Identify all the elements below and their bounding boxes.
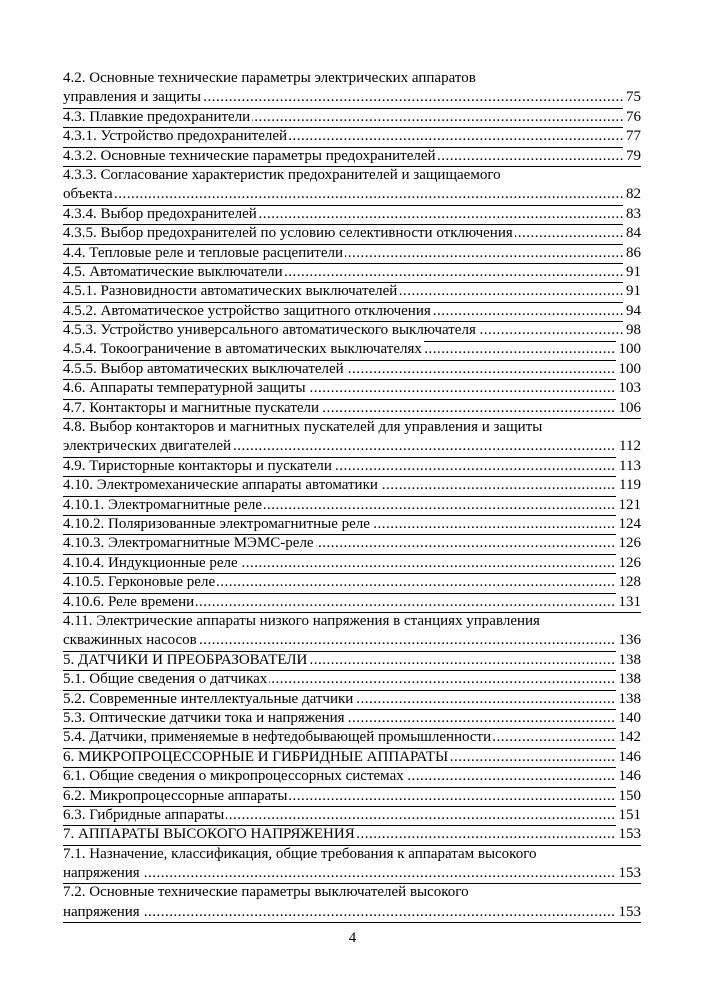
toc-entry[interactable] xyxy=(63,225,641,244)
toc-entry-label xyxy=(63,399,616,418)
toc-entry-title: 7. АППАРАТЫ ВЫСОКОГО НАПРЯЖЕНИЯ xyxy=(63,826,355,843)
toc-entry[interactable] xyxy=(63,749,641,768)
toc-entry-label xyxy=(63,418,616,457)
toc-entry-title: 5. ДАТЧИКИ И ПРЕОБРАЗОВАТЕЛИ xyxy=(63,651,308,668)
toc-entry-page: 153 xyxy=(616,903,642,922)
toc-entry-title: 5.1. Общие сведения о датчиках xyxy=(63,671,268,688)
toc-entry-label xyxy=(63,340,616,359)
toc-entry-title-line2: скважинных насосов xyxy=(63,632,197,649)
toc-entry-label xyxy=(63,709,616,728)
toc-entry-page: 84 xyxy=(623,224,641,243)
toc-entry-label xyxy=(63,476,616,495)
toc-entry-label xyxy=(63,690,616,709)
toc-entry-page: 113 xyxy=(616,457,641,476)
toc-entry-label xyxy=(63,612,616,651)
toc-entry-title-line2: управления и защиты xyxy=(63,89,201,106)
toc-entry-label xyxy=(63,69,623,108)
toc-entry[interactable] xyxy=(63,535,641,554)
toc-entry-title-line1: 7.2. Основные технические параметры выключателей высокого xyxy=(63,884,469,901)
toc-entry-page: 76 xyxy=(623,108,641,127)
toc-entry-page: 103 xyxy=(616,379,642,398)
toc-entry-title-line2: напряжения xyxy=(63,865,140,882)
toc-entry-title: 4.5.2. Автоматическое устройство защитного отключения xyxy=(63,302,431,319)
toc-entry-title: 5.3. Оптические датчики тока и напряжения xyxy=(63,709,345,726)
toc-entry-title: 4.5.5. Выбор автоматических выключателей xyxy=(63,360,344,377)
toc-entry-page: 91 xyxy=(623,282,641,301)
toc-entry[interactable] xyxy=(63,497,641,516)
toc-entry-title: 6.2. Микропроцессорные аппараты xyxy=(63,787,288,804)
toc-entry-page: 140 xyxy=(616,709,642,728)
toc-entry-page: 146 xyxy=(616,748,642,767)
toc-entry[interactable] xyxy=(63,516,641,535)
toc-entry-label xyxy=(63,554,616,573)
toc-entry-label xyxy=(63,728,616,747)
toc-entry-page: 119 xyxy=(616,476,641,495)
toc-entry-page: 150 xyxy=(616,787,642,806)
toc-entry-title: 5.2. Современные интеллектуальные датчики xyxy=(63,690,354,707)
toc-entry-title: 4.4. Тепловые реле и тепловые расцепители xyxy=(63,244,343,261)
toc-entry[interactable] xyxy=(63,322,641,341)
toc-entry-page: 121 xyxy=(616,496,642,515)
toc-entry-title: 4.10.3. Электромагнитные МЭМС-реле xyxy=(63,535,314,552)
toc-entry-page: 98 xyxy=(623,321,641,340)
toc-entry-page: 82 xyxy=(623,185,641,204)
toc-entry-label xyxy=(63,787,616,806)
toc-entry-title-line1: 4.8. Выбор контакторов и магнитных пускателей для управления и защиты xyxy=(63,419,543,436)
toc-entry-title: 4.5. Автоматические выключатели xyxy=(63,263,283,280)
toc-entry-page: 83 xyxy=(623,205,641,224)
toc-entry-title: 4.10.6. Реле времени xyxy=(63,593,195,610)
toc-entry[interactable] xyxy=(63,477,641,496)
toc-entry-label xyxy=(63,205,623,224)
toc-entry[interactable] xyxy=(63,594,641,613)
toc-entry-label xyxy=(63,670,616,689)
toc-entry[interactable] xyxy=(63,826,641,845)
toc-entry[interactable] xyxy=(63,807,641,826)
toc-entry-label xyxy=(63,457,616,476)
toc-entry-label xyxy=(63,767,616,786)
toc-entry-title: 4.7. Контакторы и магнитные пускатели xyxy=(63,399,320,416)
toc-entry-page: 94 xyxy=(623,302,641,321)
toc-entry[interactable] xyxy=(63,70,641,109)
toc-entry-page: 77 xyxy=(623,127,641,146)
toc-entry[interactable] xyxy=(63,652,641,671)
toc-entry-label xyxy=(63,593,616,612)
toc-entry-page: 91 xyxy=(623,263,641,282)
toc-entry[interactable] xyxy=(63,555,641,574)
toc-entry-label xyxy=(63,515,616,534)
toc-entry-label xyxy=(63,127,623,146)
toc-entry-title: 4.5.1. Разновидности автоматических выключателей xyxy=(63,283,398,300)
toc-entry-title: 4.10.2. Поляризованные электромагнитные реле xyxy=(63,516,370,533)
toc-entry[interactable] xyxy=(63,419,641,458)
toc-entry-title-line2: электрических двигателей xyxy=(63,438,232,455)
toc-entry-title-line1: 7.1. Назначение, классификация, общие требования к аппаратам высокого xyxy=(63,845,537,862)
toc-entry-page: 131 xyxy=(616,593,642,612)
toc-entry-title: 4.10.5. Герконовые реле xyxy=(63,574,216,591)
toc-entry-title: 4.6. Аппараты температурной защиты xyxy=(63,380,306,397)
toc-entry-label xyxy=(63,224,623,243)
toc-entry-title: 6. МИКРОПРОЦЕССОРНЫЕ И ГИБРИДНЫЕ АППАРАТЫ xyxy=(63,748,449,765)
toc-entry-page: 86 xyxy=(623,244,641,263)
toc-entry-label xyxy=(63,651,616,670)
toc-entry-label xyxy=(63,573,616,592)
toc-entry-label xyxy=(63,321,623,340)
toc-entry-title: 4.10.1. Электромагнитные реле xyxy=(63,496,263,513)
toc-entry-title: 4.10.4. Индукционные реле xyxy=(63,554,238,571)
toc-entry-label xyxy=(63,360,616,379)
toc-entry[interactable] xyxy=(63,128,641,147)
toc-entry-label xyxy=(63,825,616,844)
toc-entry-label xyxy=(63,379,616,398)
toc-entry-label xyxy=(63,108,623,127)
toc-entry-title: 4.3.1. Устройство предохранителей xyxy=(63,128,288,145)
toc-entry-page: 126 xyxy=(616,554,642,573)
toc-entry[interactable] xyxy=(63,109,641,128)
toc-entry[interactable] xyxy=(63,710,641,729)
toc-entry[interactable] xyxy=(63,768,641,787)
toc-entry-title-line2: объекта xyxy=(63,186,113,203)
toc-entry[interactable] xyxy=(63,458,641,477)
toc-entry-title: 4.3.5. Выбор предохранителей по условию селективности отключения xyxy=(63,225,513,242)
toc-entry[interactable] xyxy=(63,245,641,264)
toc-entry-label xyxy=(63,806,616,825)
toc-entry-page: 106 xyxy=(616,399,642,418)
toc-entry[interactable] xyxy=(63,283,641,302)
toc-entry-page: 75 xyxy=(623,88,641,107)
toc-entry-title-line1: 4.2. Основные технические параметры электрических аппаратов xyxy=(63,69,476,86)
toc-entry-title: 4.10. Электромеханические аппараты автоматики xyxy=(63,477,378,494)
toc-entry-label xyxy=(63,147,623,166)
toc-entry-page: 112 xyxy=(616,437,641,456)
toc-entry[interactable] xyxy=(63,788,641,807)
toc-entry-label xyxy=(63,534,616,553)
toc-entry-page: 100 xyxy=(616,360,642,379)
toc-entry-page: 138 xyxy=(616,670,642,689)
toc-entry-title: 4.5.4. Токоограничение в автоматических выключателях xyxy=(63,341,422,358)
toc-entry[interactable] xyxy=(63,361,641,380)
toc-entry-page: 124 xyxy=(616,515,642,534)
toc-entry-title: 6.3. Гибридные аппараты xyxy=(63,806,225,823)
toc-entry-label xyxy=(63,496,616,515)
toc-entry-page: 153 xyxy=(616,864,642,883)
page-number: 4 xyxy=(348,930,357,946)
toc-entry-title-line1: 4.3.3. Согласование характеристик предохранителей и защищаемого xyxy=(63,166,501,183)
toc-entry[interactable] xyxy=(63,380,641,399)
toc-entry-page: 151 xyxy=(616,806,642,825)
toc-entry[interactable] xyxy=(63,574,641,593)
toc-entry-label xyxy=(63,845,616,884)
toc-entry[interactable] xyxy=(63,846,641,885)
toc-entry-title: 4.9. Тиристорные контакторы и пускатели xyxy=(63,457,332,474)
toc-entry-page: 138 xyxy=(616,651,642,670)
toc-entry[interactable] xyxy=(63,884,641,923)
toc-entry-page: 128 xyxy=(616,573,642,592)
toc-entry-page: 138 xyxy=(616,690,642,709)
toc-entry[interactable] xyxy=(63,206,641,225)
toc-entry-title: 4.3.2. Основные технические параметры предохранителей xyxy=(63,147,436,164)
toc-entry[interactable] xyxy=(63,400,641,419)
toc-entry[interactable] xyxy=(63,167,641,206)
toc-entry-title-line2: напряжения xyxy=(63,903,140,920)
toc-entry-title: 4.3. Плавкие предохранители xyxy=(63,108,251,125)
toc-entry[interactable] xyxy=(63,303,641,322)
toc-entry-title: 5.4. Датчики, применяемые в нефтедобывающей промышленности xyxy=(63,729,492,746)
toc-entry-label xyxy=(63,282,623,301)
toc-entry-label xyxy=(63,263,623,282)
toc-entry[interactable] xyxy=(63,691,641,710)
toc-entry-page: 146 xyxy=(616,767,642,786)
toc-entry-title-line1: 4.11. Электрические аппараты низкого напряжения в станциях управления xyxy=(63,612,540,629)
toc-entry[interactable] xyxy=(63,148,641,167)
toc-entry-page: 79 xyxy=(623,147,641,166)
toc-entry[interactable] xyxy=(63,264,641,283)
toc-entry-label xyxy=(63,302,623,321)
toc-entry-page: 153 xyxy=(616,825,642,844)
toc-entry-page: 100 xyxy=(616,340,642,359)
toc-entry[interactable] xyxy=(63,671,641,690)
toc-entry-label xyxy=(63,883,616,922)
toc-entry-page: 142 xyxy=(616,728,642,747)
toc-entry-page: 126 xyxy=(616,534,642,553)
toc-entry-title: 4.3.4. Выбор предохранителей xyxy=(63,205,257,222)
toc-entry[interactable] xyxy=(63,729,641,748)
toc-entry-label xyxy=(63,166,623,205)
toc-entry-label xyxy=(63,244,623,263)
toc-entry-page: 136 xyxy=(616,631,642,650)
toc-entry-title: 4.5.3. Устройство универсального автоматического выключателя xyxy=(63,322,476,339)
toc-entry[interactable] xyxy=(63,342,641,361)
toc-entry[interactable] xyxy=(63,613,641,652)
table-of-contents xyxy=(63,70,641,923)
toc-entry-title: 6.1. Общие сведения о микропроцессорных системах xyxy=(63,768,404,785)
toc-entry-label xyxy=(63,748,616,767)
